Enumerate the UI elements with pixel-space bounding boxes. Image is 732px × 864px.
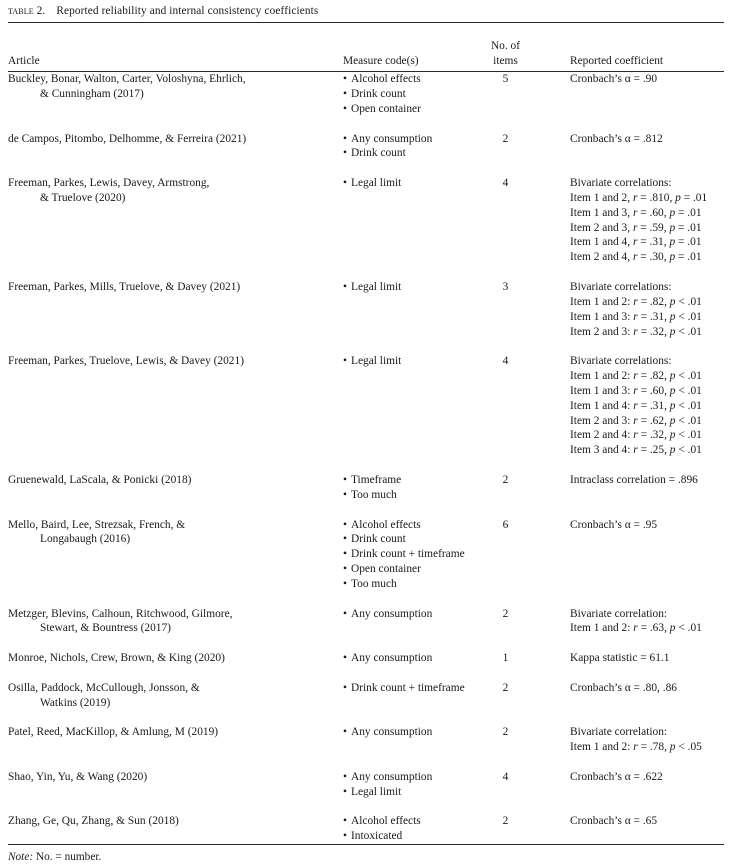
cell-measure-codes bbox=[343, 473, 453, 503]
table-row-gap bbox=[8, 710, 724, 725]
cell-reported-coefficient bbox=[558, 176, 724, 265]
measure-code-item: • Too much bbox=[343, 488, 453, 503]
table-number: 2. bbox=[36, 5, 46, 17]
table-row-gap bbox=[8, 636, 724, 651]
table-row-gap bbox=[8, 458, 724, 473]
cell-article bbox=[8, 681, 343, 711]
row-gap-cell bbox=[8, 666, 724, 681]
cell-item-count: 2 bbox=[502, 607, 509, 620]
cell-article bbox=[8, 651, 343, 666]
coefficient-line: Item 3 and 4: r = .25, p < .01 bbox=[570, 444, 702, 457]
column-header-items-line1: No. of bbox=[490, 40, 521, 52]
cell-item-count: 5 bbox=[502, 73, 509, 86]
table-row-gap bbox=[8, 265, 724, 280]
table-row bbox=[8, 176, 724, 265]
measure-code-list bbox=[343, 725, 453, 740]
column-header-items-line2: items bbox=[493, 54, 518, 67]
measure-code-item: • Too much bbox=[343, 577, 453, 592]
measure-code-item: • Drink count bbox=[343, 87, 453, 102]
cell-measure-codes bbox=[343, 354, 453, 458]
measure-code-item: • Open container bbox=[343, 562, 453, 577]
table-row bbox=[8, 473, 724, 503]
table-row-gap bbox=[8, 117, 724, 132]
measure-code-item: • Timeframe bbox=[343, 473, 453, 488]
table-row-gap bbox=[8, 666, 724, 681]
measure-code-item: • Legal limit bbox=[343, 785, 453, 800]
coefficient-line: Item 1 and 2: r = .63, p < .01 bbox=[570, 622, 702, 635]
cell-item-count: 4 bbox=[502, 770, 509, 783]
measure-code-list bbox=[343, 72, 453, 117]
header-spacer-row bbox=[8, 23, 724, 39]
coefficient-line: Cronbach’s α = .80, .86 bbox=[570, 681, 677, 694]
table-row-gap bbox=[8, 161, 724, 176]
cell-measure-codes bbox=[343, 72, 453, 117]
cell-reported-coefficient bbox=[558, 814, 724, 844]
coefficient-line: Item 1 and 2, r = .810, p = .01 bbox=[570, 191, 708, 204]
header-spacer-cell bbox=[8, 23, 724, 39]
cell-article bbox=[8, 770, 343, 800]
cell-article bbox=[8, 607, 343, 637]
cell-article bbox=[8, 814, 343, 844]
article-text: Buckley, Bonar, Walton, Carter, Voloshyna, Ehrlich, & Cunningham (2017) bbox=[8, 73, 246, 101]
coefficient-line: Item 1 and 2: r = .82, p < .01 bbox=[570, 370, 702, 383]
cell-measure-codes bbox=[343, 518, 465, 592]
article-text: Mello, Baird, Lee, Strezsak, French, & Longabaugh (2016) bbox=[8, 518, 186, 546]
measure-code-list bbox=[343, 280, 453, 295]
cell-article bbox=[8, 473, 343, 503]
measure-code-list bbox=[343, 607, 453, 622]
coefficient-line: Cronbach’s α = .95 bbox=[570, 518, 658, 531]
column-header-measure: Measure code(s) bbox=[343, 54, 419, 67]
table-row bbox=[8, 681, 724, 711]
article-text: Zhang, Ge, Qu, Zhang, & Sun (2018) bbox=[8, 815, 179, 828]
cell-article bbox=[8, 132, 343, 162]
measure-code-item: • Any consumption bbox=[343, 651, 453, 666]
cell-article bbox=[8, 518, 343, 592]
cell-reported-coefficient bbox=[558, 473, 724, 503]
cell-measure-codes bbox=[343, 681, 465, 711]
coefficient-line: Cronbach’s α = .90 bbox=[570, 73, 658, 86]
cell-reported-coefficient bbox=[558, 72, 724, 117]
row-gap-cell bbox=[8, 592, 724, 607]
coefficient-line: Intraclass correlation = .896 bbox=[570, 473, 698, 486]
coefficient-line: Item 2 and 4, r = .30, p = .01 bbox=[570, 251, 702, 264]
measure-code-list bbox=[343, 473, 453, 503]
row-gap-cell bbox=[8, 636, 724, 651]
column-header-coefficient: Reported coefficient bbox=[570, 54, 664, 67]
cell-item-count: 4 bbox=[502, 177, 509, 190]
table-caption bbox=[8, 0, 724, 18]
coefficient-line: Cronbach’s α = .65 bbox=[570, 815, 658, 828]
table-title: Reported reliability and internal consistency coefficients bbox=[56, 5, 319, 17]
measure-code-item: • Drink count bbox=[343, 532, 453, 547]
cell-measure-codes bbox=[343, 607, 453, 637]
table-row bbox=[8, 354, 724, 458]
table-row-gap bbox=[8, 800, 724, 815]
cell-reported-coefficient bbox=[558, 280, 724, 339]
cell-item-count: 2 bbox=[502, 726, 509, 739]
table-row bbox=[8, 72, 724, 117]
cell-article bbox=[8, 280, 343, 339]
row-gap-cell bbox=[8, 161, 724, 176]
table-row-gap bbox=[8, 339, 724, 354]
row-gap-cell bbox=[8, 710, 724, 725]
coefficient-line: Item 1 and 2: r = .82, p < .01 bbox=[570, 295, 702, 308]
coefficient-line: Bivariate correlation: bbox=[570, 607, 668, 620]
article-text: Monroe, Nichols, Crew, Brown, & King (2020) bbox=[8, 652, 225, 665]
measure-code-list bbox=[343, 176, 453, 191]
cell-reported-coefficient bbox=[558, 132, 724, 162]
coefficient-line: Item 1 and 3: r = .60, p < .01 bbox=[570, 384, 702, 397]
cell-reported-coefficient bbox=[558, 354, 724, 458]
measure-code-list bbox=[343, 651, 453, 666]
cell-item-count: 2 bbox=[502, 815, 509, 828]
article-text: Shao, Yin, Yu, & Wang (2020) bbox=[8, 770, 148, 783]
measure-code-list bbox=[343, 770, 453, 800]
coefficient-line: Item 2 and 3: r = .32, p < .01 bbox=[570, 325, 702, 338]
table-row bbox=[8, 651, 724, 666]
coefficient-line: Item 1 and 4: r = .31, p < .01 bbox=[570, 399, 702, 412]
row-gap-cell bbox=[8, 458, 724, 473]
measure-code-item: • Drink count bbox=[343, 146, 453, 161]
cell-item-count: 2 bbox=[502, 681, 509, 694]
column-header-items bbox=[453, 39, 558, 71]
coefficient-line: Bivariate correlation: bbox=[570, 726, 668, 739]
cell-reported-coefficient bbox=[558, 681, 724, 711]
cell-item-count: 6 bbox=[502, 518, 509, 531]
column-header-article: Article bbox=[8, 54, 40, 67]
cell-measure-codes bbox=[343, 132, 453, 162]
cell-measure-codes bbox=[343, 725, 453, 755]
table-body bbox=[8, 72, 724, 844]
measure-code-item: • Alcohol effects bbox=[343, 518, 453, 533]
cell-reported-coefficient bbox=[558, 770, 724, 800]
article-text: de Campos, Pitombo, Delhomme, & Ferreira (2021) bbox=[8, 132, 247, 145]
measure-code-item: • Drink count + timeframe bbox=[343, 547, 453, 562]
cell-item-count: 1 bbox=[502, 652, 509, 665]
cell-article bbox=[8, 176, 343, 265]
cell-item-count: 2 bbox=[502, 132, 509, 145]
coefficient-line: Kappa statistic = 61.1 bbox=[570, 652, 670, 665]
table-label: table bbox=[8, 5, 34, 17]
row-gap-cell bbox=[8, 800, 724, 815]
coefficient-line: Bivariate correlations: bbox=[570, 281, 672, 293]
table-row bbox=[8, 518, 724, 592]
table-row bbox=[8, 280, 724, 339]
measure-code-item: • Any consumption bbox=[343, 725, 453, 740]
cell-item-count: 4 bbox=[502, 355, 509, 368]
note-text: No. = number. bbox=[33, 851, 102, 864]
table-row bbox=[8, 132, 724, 162]
measure-code-item: • Drink count + timeframe bbox=[343, 681, 453, 696]
table-header bbox=[8, 23, 724, 71]
table-row-gap bbox=[8, 592, 724, 607]
article-text: Freeman, Parkes, Truelove, Lewis, & Davey (2021) bbox=[8, 355, 244, 368]
cell-measure-codes bbox=[343, 280, 453, 339]
coefficient-line: Cronbach’s α = .812 bbox=[570, 132, 663, 145]
measure-code-item: • Any consumption bbox=[343, 607, 453, 622]
cell-reported-coefficient bbox=[558, 725, 724, 755]
table-row-gap bbox=[8, 755, 724, 770]
cell-reported-coefficient bbox=[558, 518, 724, 592]
coefficient-line: Item 1 and 2: r = .78, p < .05 bbox=[570, 741, 702, 754]
article-text: Metzger, Blevins, Calhoun, Ritchwood, Gilmore, Stewart, & Bountress (2017) bbox=[8, 607, 233, 635]
measure-code-item: • Any consumption bbox=[343, 132, 453, 147]
note-label: Note: bbox=[8, 851, 34, 864]
table-row bbox=[8, 770, 724, 800]
table-row bbox=[8, 725, 724, 755]
table-note bbox=[8, 845, 724, 864]
cell-item-count: 2 bbox=[502, 473, 509, 486]
header-row bbox=[8, 39, 724, 71]
measure-code-list bbox=[343, 354, 453, 369]
article-text: Freeman, Parkes, Lewis, Davey, Armstrong, & Truelove (2020) bbox=[8, 177, 210, 204]
row-gap-cell bbox=[8, 755, 724, 770]
row-gap-cell bbox=[8, 503, 724, 518]
table-row-gap bbox=[8, 503, 724, 518]
article-text: Patel, Reed, MacKillop, & Amlung, M (2019) bbox=[8, 726, 219, 739]
cell-measure-codes bbox=[343, 651, 453, 666]
coefficient-line: Item 1 and 4, r = .31, p = .01 bbox=[570, 236, 702, 249]
article-text: Freeman, Parkes, Mills, Truelove, & Davey (2021) bbox=[8, 281, 241, 293]
measure-code-item: • Legal limit bbox=[343, 354, 453, 369]
reliability-table bbox=[8, 23, 724, 71]
coefficient-line: Item 2 and 4: r = .32, p < .01 bbox=[570, 429, 702, 442]
coefficient-line: Item 2 and 3, r = .59, p = .01 bbox=[570, 221, 702, 234]
coefficient-line: Bivariate correlations: bbox=[570, 355, 672, 368]
cell-measure-codes bbox=[343, 814, 453, 844]
cell-measure-codes bbox=[343, 770, 453, 800]
measure-code-item: • Alcohol effects bbox=[343, 72, 453, 87]
cell-item-count: 3 bbox=[502, 281, 509, 293]
measure-code-list bbox=[343, 132, 453, 162]
measure-code-list bbox=[343, 814, 453, 844]
table-row bbox=[8, 814, 724, 844]
cell-reported-coefficient bbox=[558, 651, 724, 666]
coefficient-line: Cronbach’s α = .622 bbox=[570, 770, 663, 783]
measure-code-list bbox=[343, 518, 465, 592]
coefficient-line: Item 2 and 3: r = .62, p < .01 bbox=[570, 414, 702, 427]
reliability-table-body bbox=[8, 72, 724, 844]
measure-code-list bbox=[343, 681, 465, 696]
measure-code-item: • Alcohol effects bbox=[343, 814, 453, 829]
cell-article bbox=[8, 72, 343, 117]
measure-code-item: • Open container bbox=[343, 102, 453, 117]
cell-article bbox=[8, 354, 343, 458]
row-gap-cell bbox=[8, 265, 724, 280]
row-gap-cell bbox=[8, 339, 724, 354]
measure-code-item: • Legal limit bbox=[343, 176, 453, 191]
measure-code-item: • Intoxicated bbox=[343, 829, 453, 844]
article-text: Osilla, Paddock, McCullough, Jonsson, & Watkins (2019) bbox=[8, 681, 200, 709]
coefficient-line: Bivariate correlations: bbox=[570, 177, 672, 190]
article-text: Gruenewald, LaScala, & Ponicki (2018) bbox=[8, 473, 192, 486]
coefficient-line: Item 1 and 3: r = .31, p < .01 bbox=[570, 310, 702, 323]
cell-measure-codes bbox=[343, 176, 453, 265]
row-gap-cell bbox=[8, 117, 724, 132]
measure-code-item: • Any consumption bbox=[343, 770, 453, 785]
coefficient-line: Item 1 and 3, r = .60, p = .01 bbox=[570, 206, 702, 219]
cell-article bbox=[8, 725, 343, 755]
table-row bbox=[8, 607, 724, 637]
cell-reported-coefficient bbox=[558, 607, 724, 637]
measure-code-item: • Legal limit bbox=[343, 280, 453, 295]
